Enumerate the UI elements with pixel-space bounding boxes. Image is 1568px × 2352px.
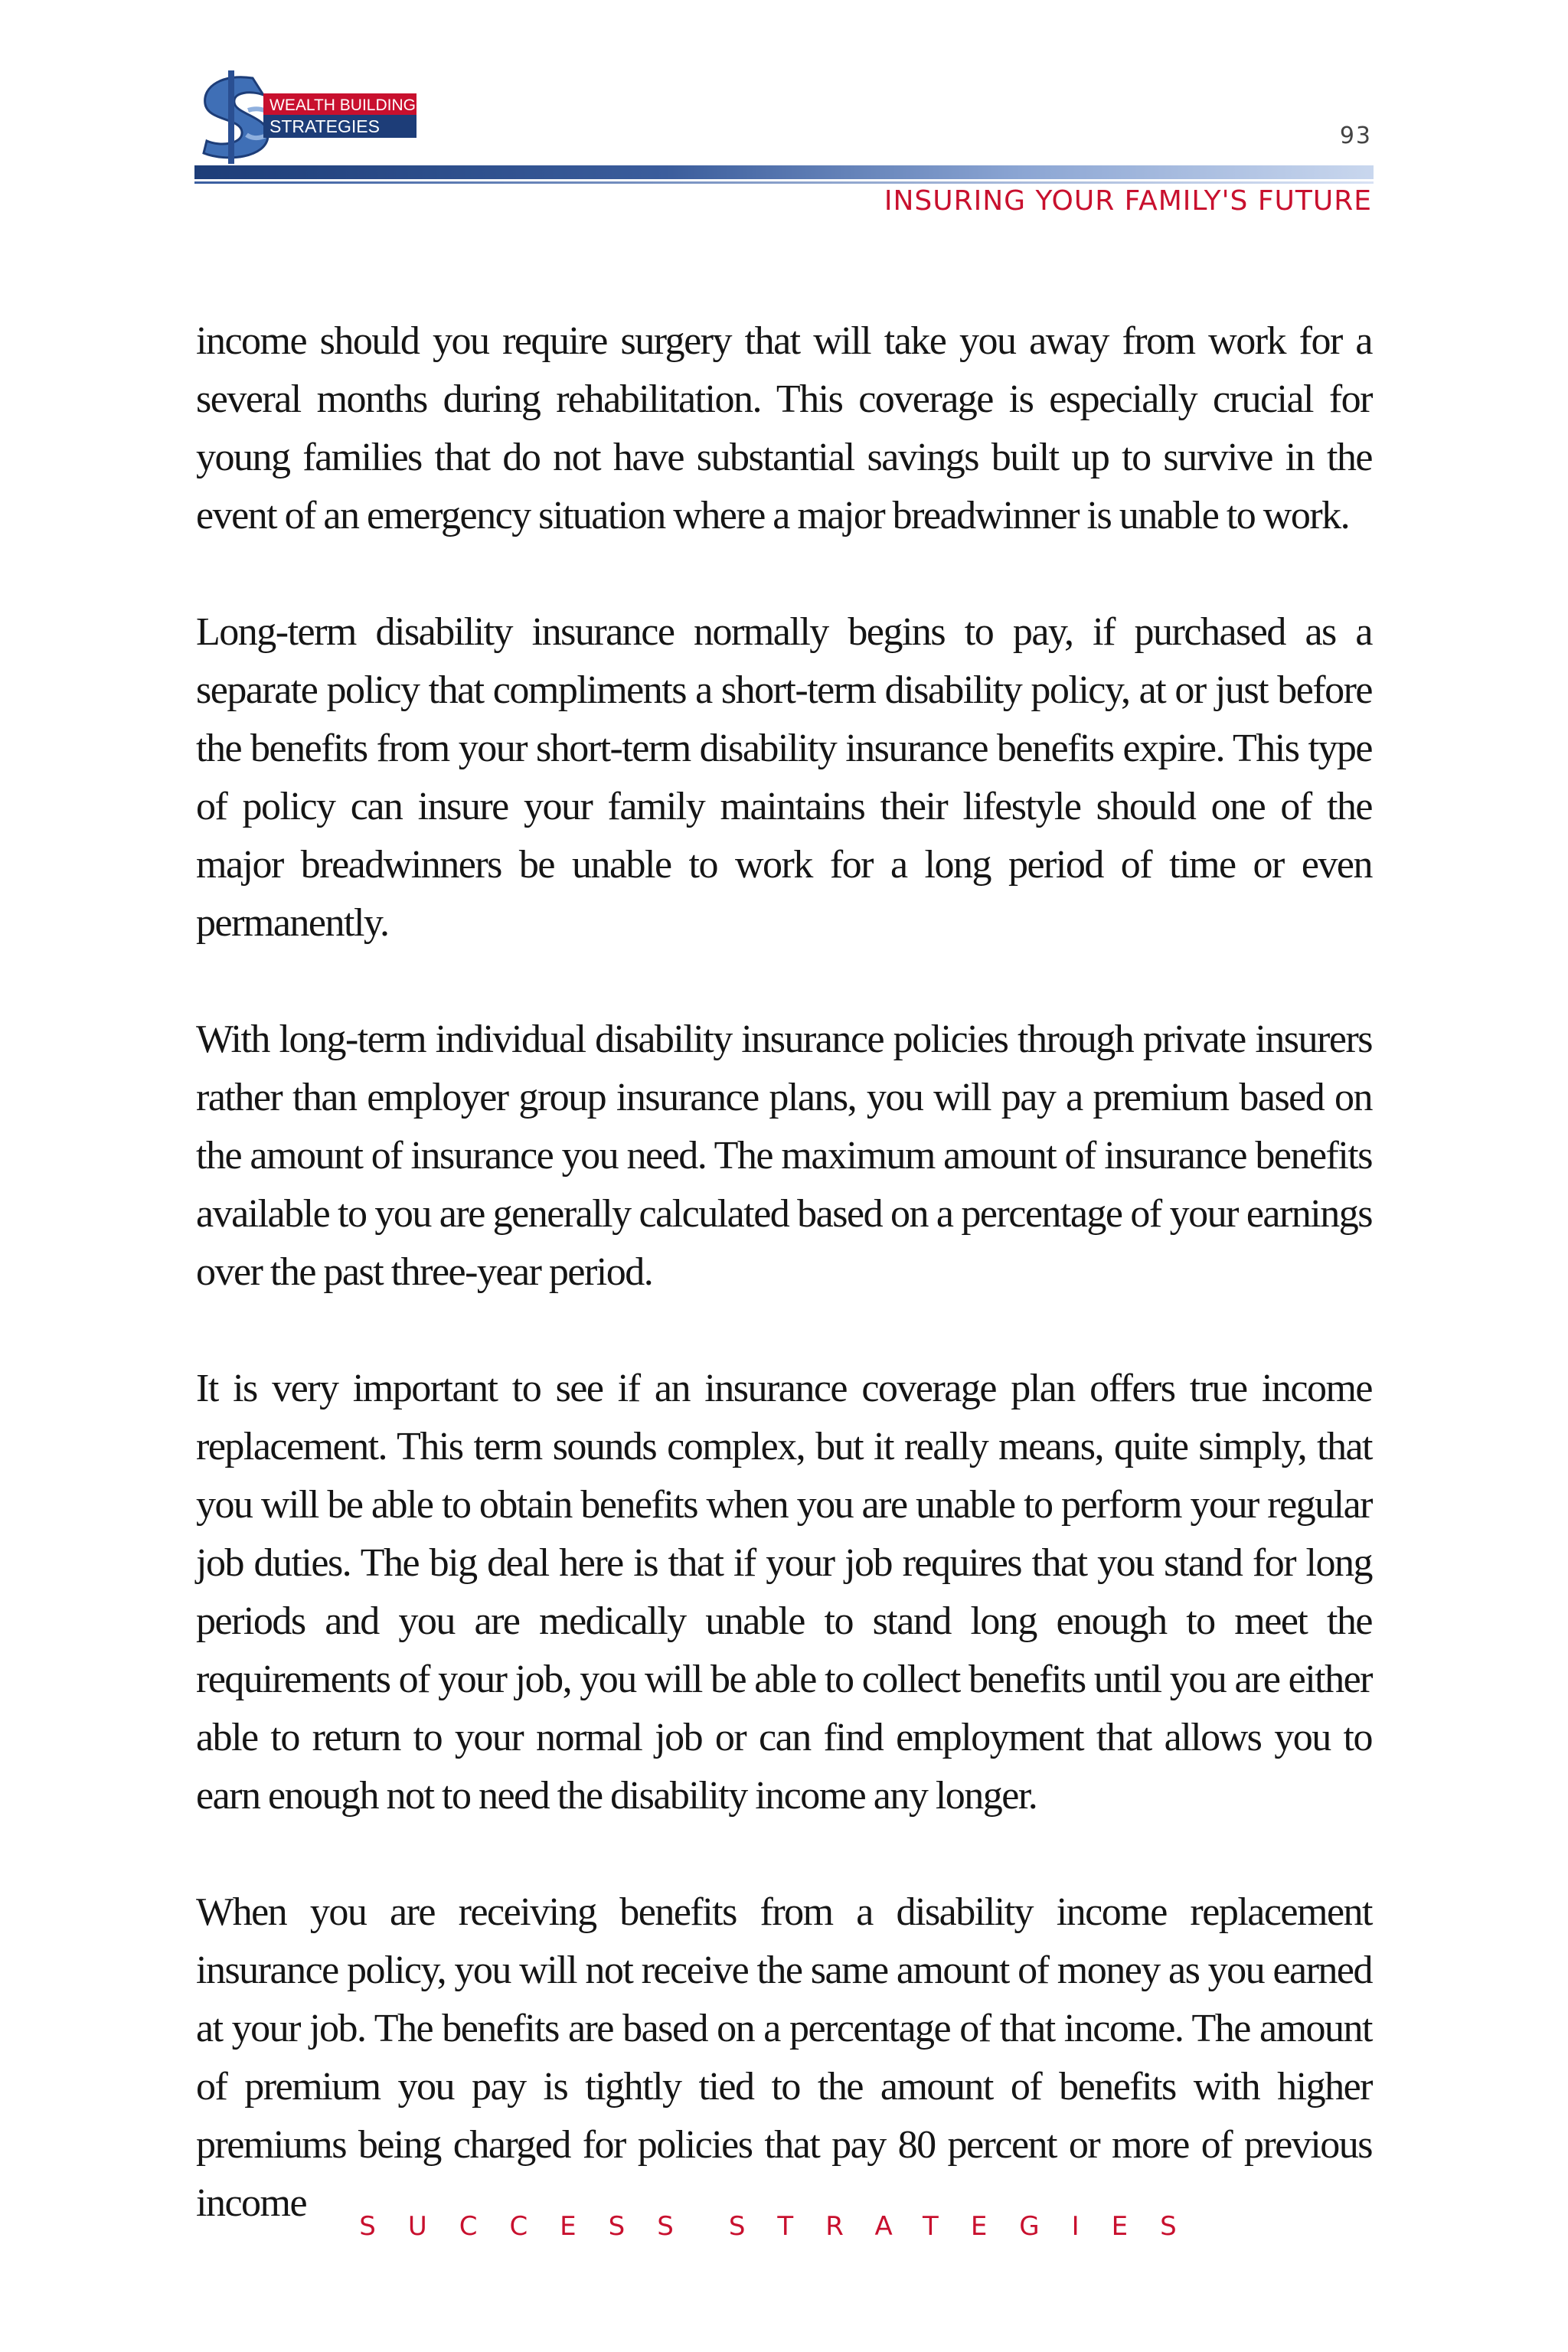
- logo-line-1: WEALTH BUILDING: [270, 96, 416, 114]
- paragraph: With long-term individual disability insurance policies through private insurers rather than employer group insurance plans, you will pay a premium based on the amount of insurance you need. The maximum amount of insurance benefits available to you are generally calculated based on a percentage of your earnings over the past three-year period.: [196, 1018, 1372, 1294]
- paragraph: It is very important to see if an insurance coverage plan offers true income replacement. This term sounds complex, but it really means, quite simply, that you will be able to obtain benefits when you are unable to perform your regular job duties. The big deal here is that if your job requires that you stand for long periods and you are medically unable to stand long enough to meet the requirements of your job, you will be able to collect benefits until you are either able to return to your normal job or can find employment that allows you to earn enough not to need the disability income any longer.: [196, 1367, 1372, 1818]
- header-rule: [194, 165, 1374, 179]
- dollar-s-emblem-icon: [204, 70, 273, 164]
- page-number: 93: [1339, 122, 1372, 149]
- logo-line-2: STRATEGIES: [270, 116, 380, 136]
- body-text: [196, 312, 1372, 2233]
- footer-word-1: SUCCESS: [359, 2211, 706, 2242]
- publisher-logo: [193, 67, 423, 167]
- footer-word-2: STRATEGIES: [728, 2211, 1209, 2242]
- paragraph: income should you require surgery that will take you away from work for a several months during rehabilitation. This coverage is especially crucial for young families that do not have substantial savings built up to survive in the event of an emergency situation where a major breadwinner is unable to work.: [196, 319, 1372, 537]
- chapter-title: INSURING YOUR FAMILY'S FUTURE: [884, 185, 1372, 217]
- paragraph: Long-term disability insurance normally begins to pay, if purchased as a separate policy that compliments a short-term disability policy, at or just before the benefits from your short-term disability insurance benefits expire. This type of policy can insure your family maintains their lifestyle should one of the major breadwinners be unable to work for a long period of time or even permanently.: [196, 610, 1372, 945]
- footer-tagline: [0, 2211, 1568, 2242]
- paragraph: When you are receiving benefits from a disability income replacement insurance policy, you will not receive the same amount of money as you earned at your job. The benefits are based on a percentage of that income. The amount of premium you pay is tightly tied to the amount of benefits with higher premiums being charged for policies that pay 80 percent or more of previous income: [196, 1890, 1372, 2225]
